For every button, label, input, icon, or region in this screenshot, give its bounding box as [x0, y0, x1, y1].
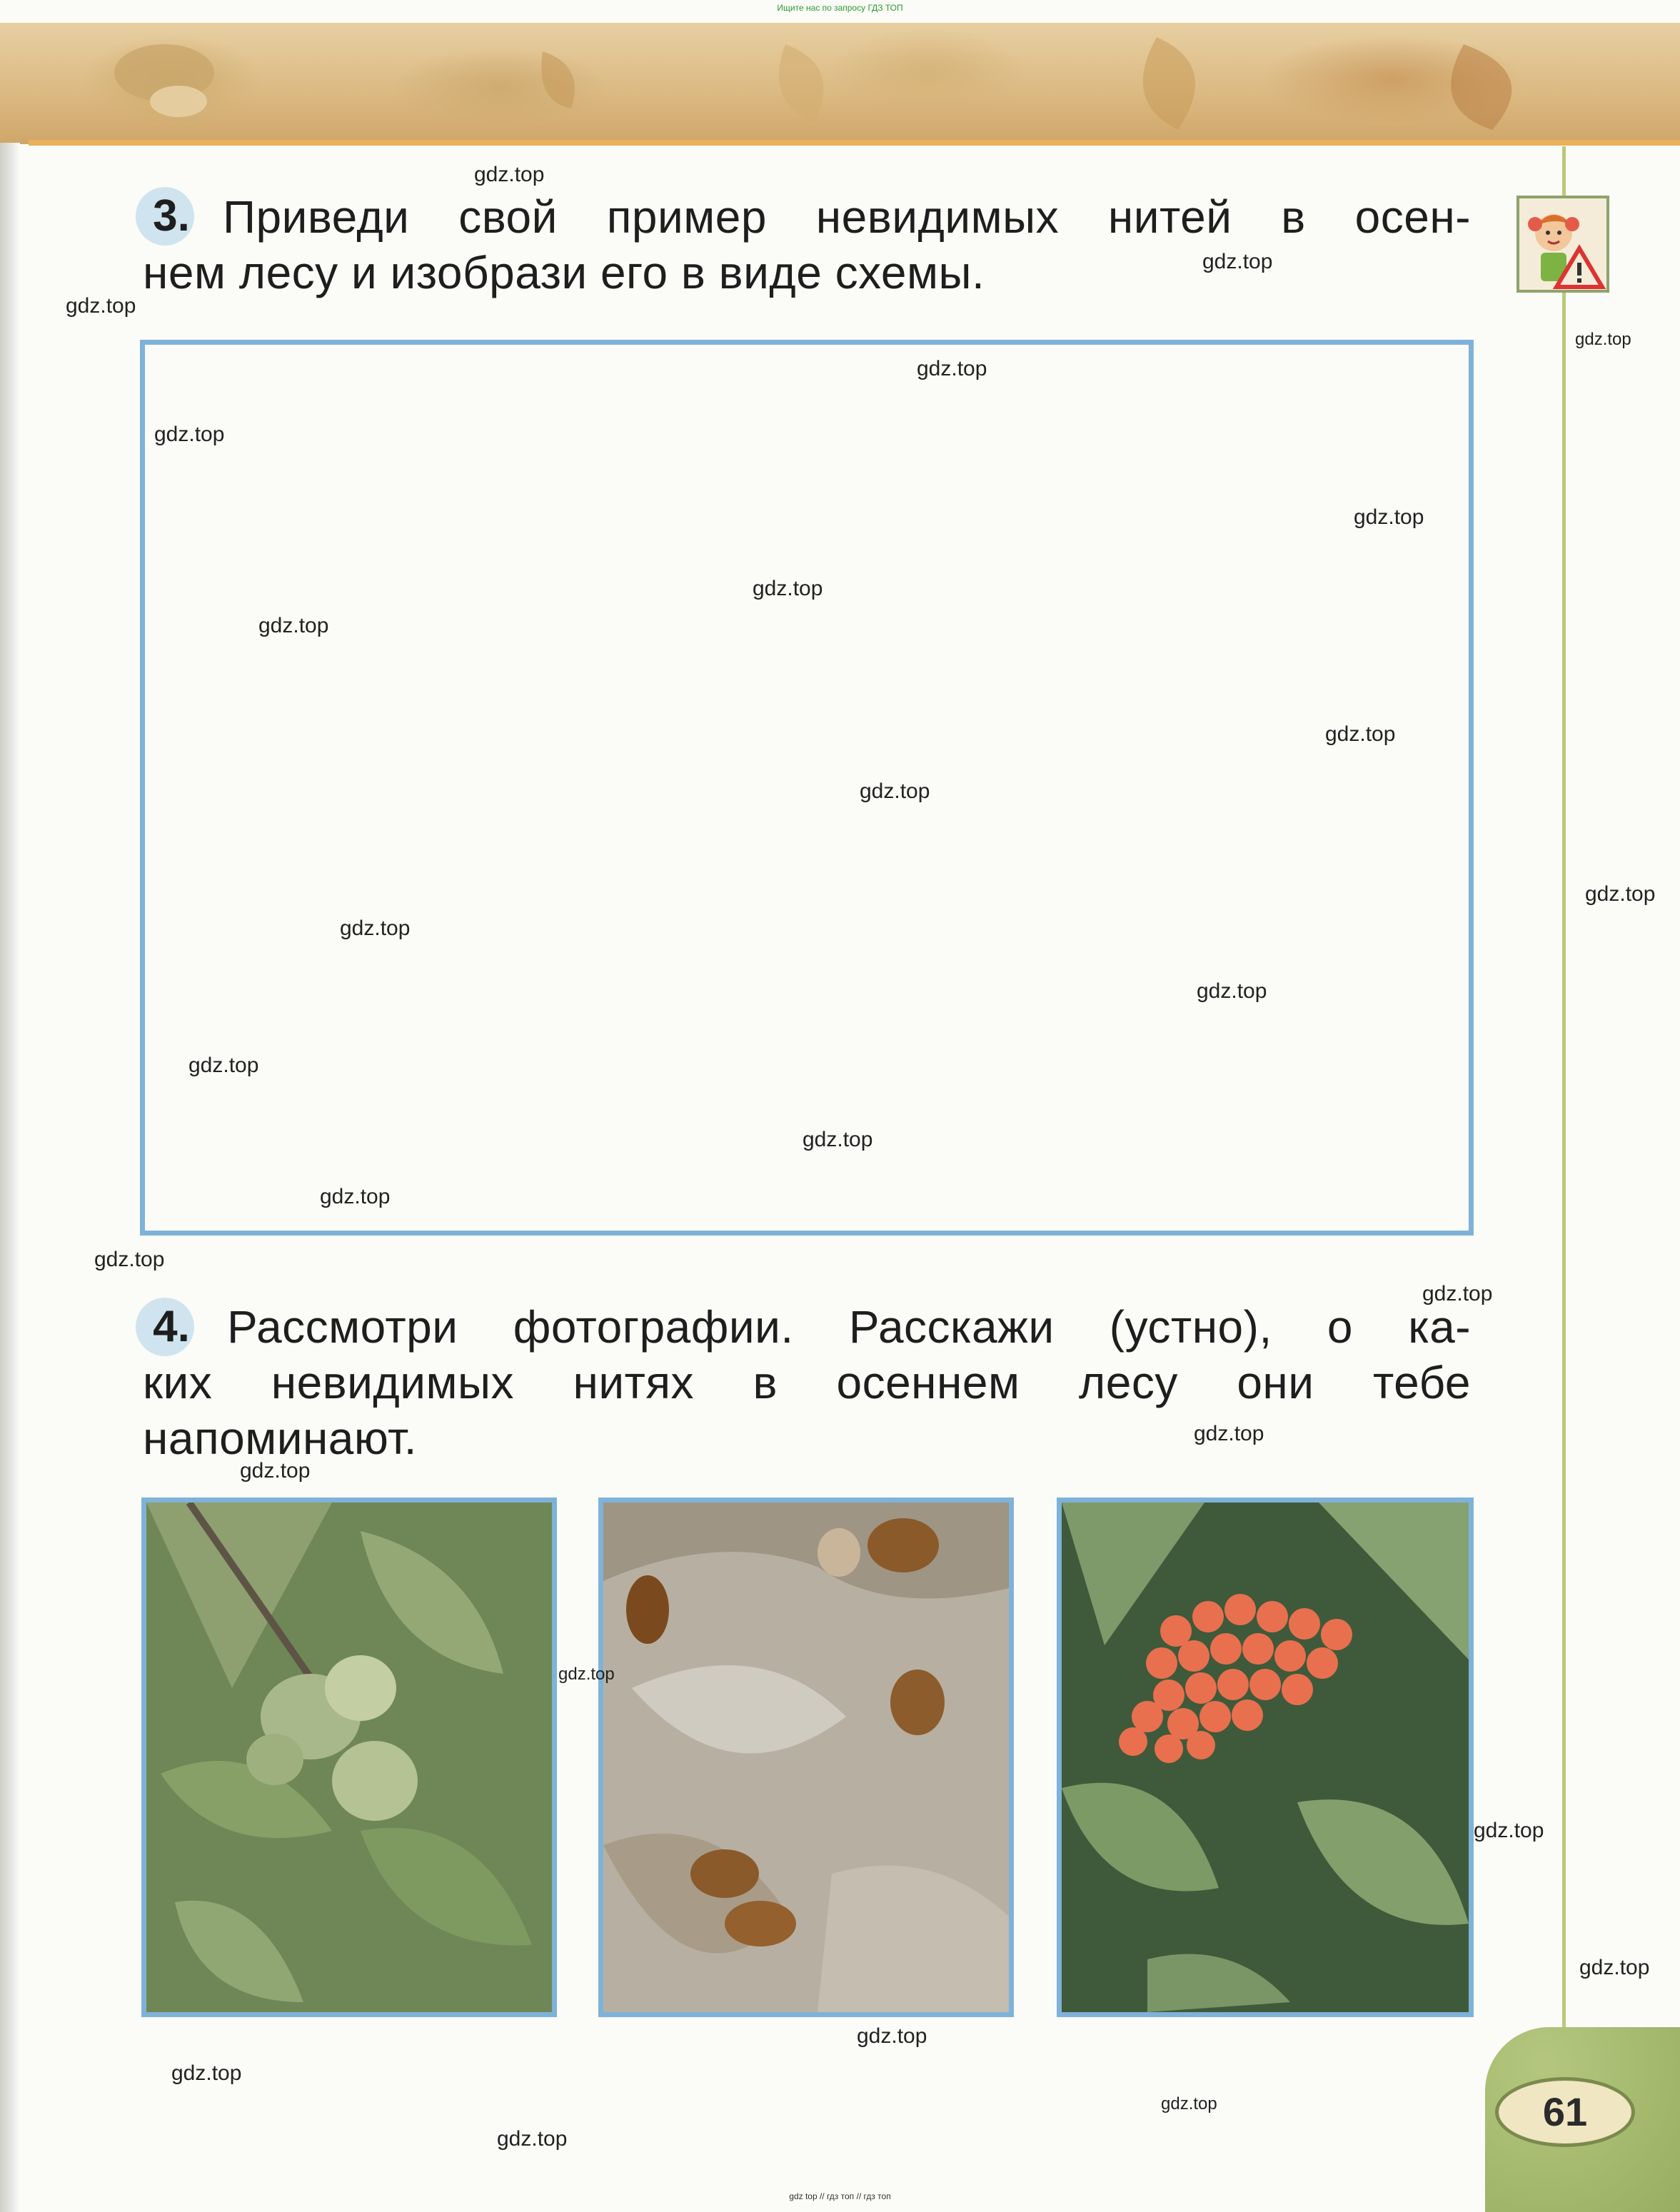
photo-hazelnuts — [141, 1498, 557, 2017]
task-4-number: 4. — [136, 1298, 194, 1356]
banner-edge — [29, 140, 1680, 146]
creative-task-icon — [1516, 196, 1609, 293]
watermark: gdz.top — [1194, 1422, 1264, 1445]
watermark: gdz.top — [1585, 882, 1656, 906]
watermark: gdz.top — [258, 614, 329, 637]
task-4-line-1: Рассмотри фотографии. Расскажи (устно), о ка- — [227, 1301, 1471, 1353]
task-4-line-2: ких невидимых нитях в осеннем лесу они тебе — [143, 1357, 1471, 1408]
watermark: gdz.top — [497, 2127, 568, 2151]
watermark: gdz.top — [154, 423, 225, 446]
task-3-line-1: Приведи свой пример невидимых нитей в осен- — [223, 191, 1471, 243]
photo-acorns — [598, 1498, 1014, 2017]
watermark: gdz.top — [753, 577, 823, 600]
watermark: gdz.top — [1474, 1819, 1544, 1842]
watermark: gdz.top — [1575, 330, 1631, 349]
watermark: gdz.top — [474, 163, 545, 186]
watermark: gdz.top — [1579, 1956, 1650, 1979]
watermark: gdz.top — [1422, 1282, 1493, 1306]
watermark: gdz.top — [558, 1665, 615, 1684]
watermark: gdz.top — [1197, 979, 1267, 1003]
watermark: gdz.top — [1354, 505, 1424, 529]
watermark: gdz.top — [1325, 722, 1396, 746]
watermark: gdz.top — [188, 1054, 259, 1077]
footer-note: gdz top // гдз топ // гдз топ — [789, 2191, 891, 2201]
task-4-line-3: напоминают. — [143, 1413, 417, 1464]
watermark: gdz.top — [1202, 250, 1273, 273]
watermark: gdz.top — [860, 779, 930, 803]
task-3-line-2: нем лесу и изобрази его в виде схемы. — [143, 247, 985, 298]
watermark: gdz.top — [1161, 2094, 1217, 2113]
page-gutter — [0, 143, 20, 2212]
watermark: gdz.top — [917, 357, 987, 380]
watermark: gdz.top — [803, 1128, 873, 1151]
watermark: gdz.top — [66, 294, 136, 318]
top-note: Ищите нас по запросу ГДЗ ТОП — [777, 3, 903, 13]
watermark: gdz.top — [320, 1185, 391, 1208]
watermark: gdz.top — [171, 2061, 242, 2085]
task-3-number: 3. — [136, 187, 194, 246]
page-number: 61 — [1495, 2077, 1635, 2147]
leaf-decor — [0, 23, 1680, 144]
margin-line — [1562, 146, 1566, 2102]
watermark: gdz.top — [240, 1459, 311, 1483]
autumn-leaves-banner — [0, 23, 1680, 144]
watermark: gdz.top — [340, 916, 411, 940]
watermark: gdz.top — [857, 2024, 927, 2048]
watermark: gdz.top — [94, 1248, 165, 1271]
drawing-area[interactable] — [140, 340, 1474, 1236]
photo-rowan-berries — [1057, 1498, 1474, 2017]
